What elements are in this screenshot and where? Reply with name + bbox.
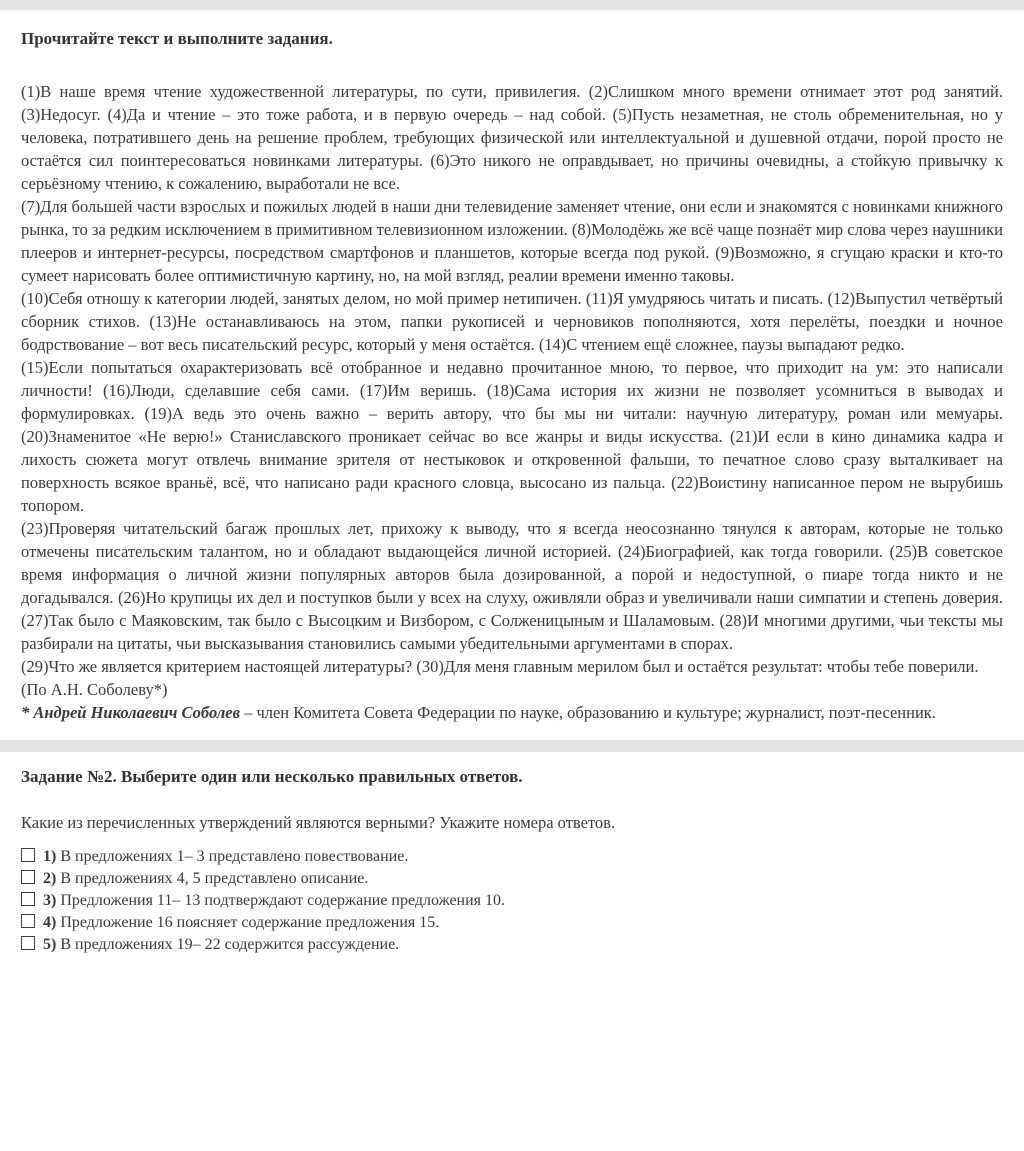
footnote-author-name: * Андрей Николаевич Соболев bbox=[21, 703, 240, 722]
attribution: (По А.Н. Соболеву*) bbox=[21, 680, 168, 699]
text-paragraph: (1)В наше время чтение художественной литературы, по сути, привилегия. (2)Слишком много времени отнимает этот род занятий. (3)Недосуг. (4)Да и чтение – это тоже работа, и в первую очередь – над собой. (5)Пусть незаметная, не столь обременительная, но у человека, потратившего день на решение проблем, требующих физической или интеллектуальной и душевной отдачи, порой просто не остаётся сил поинтересоваться новинками литературы. (6)Это никого не оправдывает, но причины очевидны, а стойкую привычку к серьёзному чтению, к сожалению, выработали не все. bbox=[21, 82, 1003, 193]
text-paragraph: (15)Если попытаться охарактеризовать всё отобранное и недавно прочитанное мною, то первое, что приходит на ум: это написали личности! (16)Люди, сделавшие себя сами. (17)Им веришь. (18)Сама история их жизни не позволяет усомниться в выводах и формулировках. (19)А ведь это очень важно – верить автору, что бы мы ни читали: научную литературу, роман или мемуары. (20)Знаменитое «Не верю!» Станиславского проникает сейчас во все жанры и виды искусства. (21)И если в кино динамика кадра и лихость сюжета могут отвлечь внимание зрителя от нестыковок и откровенной фальши, то печатное слово сразу выталкивает на поверхность всякое враньё, всё, что написано ради красного словца, высосано из пальца. (22)Воистину написанное пером не вырубишь топором. bbox=[21, 358, 1003, 515]
answer-checkbox[interactable] bbox=[21, 892, 35, 906]
reading-text bbox=[21, 80, 1003, 678]
page-top-strip bbox=[0, 0, 1024, 10]
section-divider bbox=[0, 740, 1024, 752]
author-footnote bbox=[21, 701, 1003, 724]
footnote-author-description: – член Комитета Совета Федерации по науке, образованию и культуре; журналист, поэт-песенник. bbox=[239, 703, 936, 722]
text-paragraph: (7)Для большей части взрослых и пожилых людей в наши дни телевидение заменяет чтение, они если и знакомятся с новинками книжного рынка, то за редким исключением в примитивном телевизионном изложении. (8)Молодёжь же всё чаще познаёт мир слова через наушники плееров и интернет-ресурсы, посредством смартфонов и планшетов, которые всегда под рукой. (9)Возможно, я сгущаю краски и кто-то сумеет нарисовать более оптимистичную картину, но, на мой взгляд, реалии времени именно таковы. bbox=[21, 197, 1003, 285]
reading-text-panel bbox=[0, 10, 1024, 740]
answer-checkbox[interactable] bbox=[21, 848, 35, 862]
answer-option bbox=[21, 934, 1003, 955]
option-number: 5) bbox=[43, 936, 61, 953]
option-number: 4) bbox=[43, 914, 61, 931]
instruction-heading: Прочитайте текст и выполните задания. bbox=[21, 29, 333, 48]
option-text: В предложениях 1– 3 представлено повествование. bbox=[60, 848, 409, 865]
task-panel bbox=[0, 752, 1024, 1002]
task-heading: Задание №2. Выберите один или несколько правильных ответов. bbox=[21, 767, 523, 786]
option-text: В предложениях 4, 5 представлено описание. bbox=[60, 870, 369, 887]
answer-option bbox=[21, 890, 1003, 911]
text-paragraph: (10)Себя отношу к категории людей, занятых делом, но мой пример нетипичен. (11)Я умудряюсь читать и писать. (12)Выпустил четвёртый сборник стихов. (13)Не останавливаюсь на этом, папки рукописей и черновиков пополняются, хотя перелёты, поездки и ночное бодрствование – вот весь писательский ресурс, который у меня остаётся. (14)С чтением ещё сложнее, паузы выпадают редко. bbox=[21, 289, 1003, 354]
option-text: Предложение 16 поясняет содержание предложения 15. bbox=[60, 914, 440, 931]
answer-option bbox=[21, 846, 1003, 867]
answer-checkbox[interactable] bbox=[21, 936, 35, 950]
answer-checkbox[interactable] bbox=[21, 870, 35, 884]
options-list bbox=[21, 846, 1003, 955]
text-paragraph: (29)Что же является критерием настоящей литературы? (30)Для меня главным мерилом был и остаётся результат: чтобы тебе поверили. bbox=[21, 657, 979, 676]
answer-option bbox=[21, 868, 1003, 889]
option-number: 3) bbox=[43, 892, 61, 909]
option-number: 2) bbox=[43, 870, 61, 887]
answer-option bbox=[21, 912, 1003, 933]
text-paragraph: (23)Проверяя читательский багаж прошлых лет, прихожу к выводу, что я всегда неосознанно тянулся к авторам, которые не только отмечены писательским талантом, но и обладают выдающейся личной историей. (24)Биографией, как тогда говорили. (25)В советское время информация о личной жизни популярных авторов была дозированной, а порой и недоступной, о пиаре тогда никто и не догадывался. (26)Но крупицы их дел и поступков были у всех на слуху, оживляли образ и увеличивали наши симпатии и степень доверия. (27)Так было с Маяковским, так было с Высоцким и Визбором, с Солженицыным и Шаламовым. (28)И многими другими, чьи тексты мы разбирали на цитаты, чьи высказывания становились самыми убедительными аргументами в спорах. bbox=[21, 519, 1003, 653]
option-text: Предложения 11– 13 подтверждают содержание предложения 10. bbox=[60, 892, 506, 909]
task-question: Какие из перечисленных утверждений являются верными? Укажите номера ответов. bbox=[21, 813, 616, 832]
option-text: В предложениях 19– 22 содержится рассуждение. bbox=[60, 936, 400, 953]
answer-checkbox[interactable] bbox=[21, 914, 35, 928]
option-number: 1) bbox=[43, 848, 61, 865]
